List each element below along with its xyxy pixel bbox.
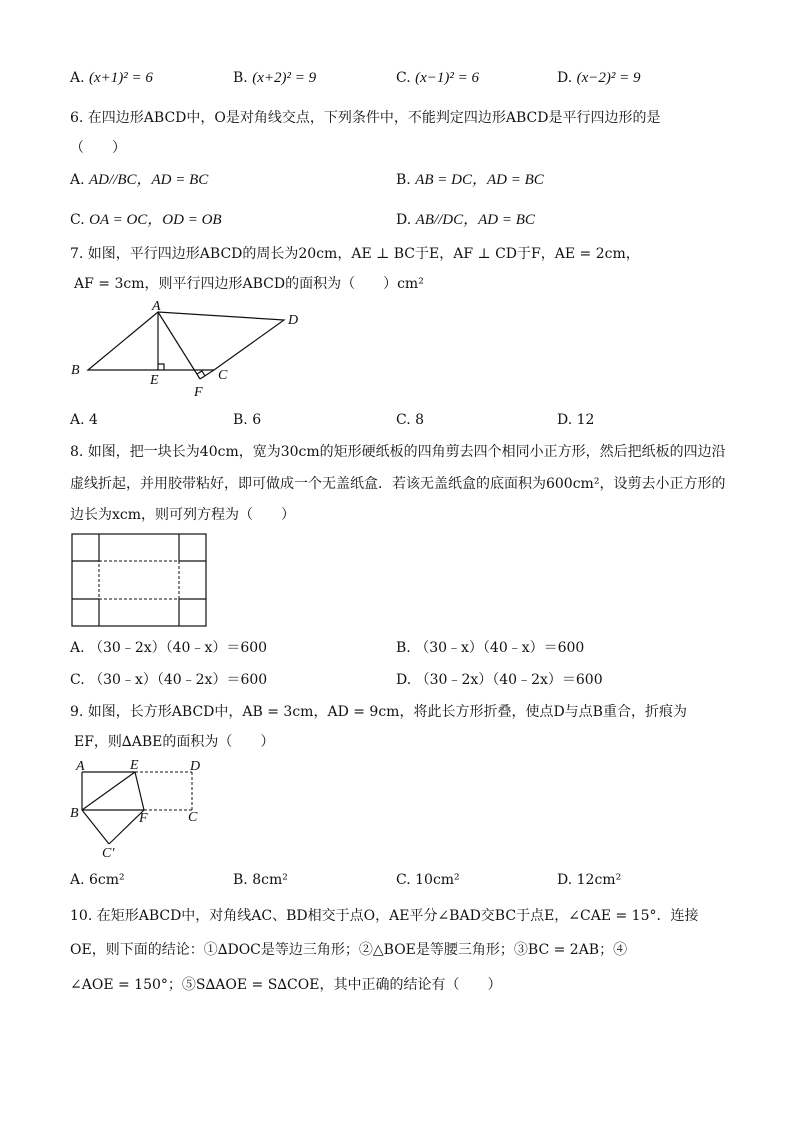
q5-option-c[interactable] — [396, 68, 479, 88]
option-label: D. — [557, 872, 573, 888]
q9-option-a[interactable] — [70, 870, 125, 890]
parallelogram-abcd — [88, 312, 284, 370]
q7-option-a[interactable] — [70, 410, 98, 430]
q8-stem-line2: 虚线折起，并用胶带粘好，即可做成一个无盖纸盒．若该无盖纸盒的底面积为600cm²，设剪去小正方形的 — [70, 476, 726, 492]
q6-option-a[interactable] — [70, 170, 208, 190]
option-label: C. — [70, 212, 85, 228]
q7-stem-line1: 7. 如图，平行四边形ABCD的周长为20cm，AE ⊥ BC于E，AF ⊥ CD于F，AE = 2cm， — [70, 246, 640, 262]
q5-option-d[interactable] — [557, 68, 641, 88]
option-expr: AB = DC，AD = BC — [415, 172, 544, 188]
option-expr: 6cm² — [89, 872, 125, 888]
q7-option-d[interactable] — [557, 410, 594, 430]
option-label: B. — [396, 640, 411, 656]
q9-option-d[interactable] — [557, 870, 621, 890]
q8-cardboard-figure — [70, 532, 210, 630]
label-e: E — [130, 758, 139, 773]
q7-option-b[interactable] — [233, 410, 261, 430]
q9-stem-line2: EF，则∆ABE的面积为（ ） — [74, 734, 275, 750]
label-e: E — [150, 373, 159, 388]
q9-option-b[interactable] — [233, 870, 288, 890]
option-expr: （30﹣2x）（40﹣2x）＝600 — [415, 672, 603, 688]
option-expr: 6 — [252, 412, 262, 428]
option-label: B. — [233, 70, 248, 86]
option-expr: OA = OC，OD = OB — [89, 212, 222, 228]
option-label: A. — [70, 872, 85, 888]
q6-stem: 6. 在四边形ABCD中，O是对角线交点，下列条件中，不能判定四边形ABCD是平行四边形的是 — [70, 110, 661, 126]
label-d: D — [190, 759, 201, 774]
label-d: D — [288, 313, 299, 328]
option-expr: (x−2)² = 9 — [576, 70, 641, 86]
q7-stem-line2: AF = 3cm，则平行四边形ABCD的面积为（ ）cm² — [74, 276, 424, 292]
option-expr: 8cm² — [252, 872, 288, 888]
option-label: A. — [70, 412, 85, 428]
fold-line-dashed — [99, 561, 179, 599]
q8-option-d[interactable] — [396, 670, 603, 690]
option-label: D. — [396, 672, 412, 688]
q8-option-a[interactable] — [70, 638, 267, 658]
option-label: C. — [396, 412, 411, 428]
option-label: C. — [396, 872, 411, 888]
option-expr: (x+1)² = 6 — [89, 70, 153, 86]
option-expr: AD//BC，AD = BC — [89, 172, 209, 188]
cardboard-outline — [72, 534, 206, 626]
label-c: C — [218, 368, 228, 383]
option-expr: 12cm² — [576, 872, 622, 888]
q8-option-b[interactable] — [396, 638, 584, 658]
label-b: B — [70, 806, 79, 821]
q9-option-c[interactable] — [396, 870, 460, 890]
option-label: A. — [70, 640, 85, 656]
fold-ef — [135, 772, 144, 810]
q8-option-c[interactable] — [70, 670, 267, 690]
label-c-prime: C′ — [102, 846, 115, 861]
q10-stem-line1: 10. 在矩形ABCD中，对角线AC、BD相交于点O，AE平分∠BAD交BC于点E，∠CAE = 15°．连接 — [70, 908, 699, 924]
label-b: B — [71, 363, 80, 378]
right-angle-mark-e — [158, 364, 164, 370]
q10-stem-line2: OE，则下面的结论：①∆DOC是等边三角形；②△BOE是等腰三角形；③BC = 2AB；④ — [70, 942, 628, 958]
option-expr: AB//DC，AD = BC — [415, 212, 535, 228]
option-expr: （30﹣x）（40﹣x）＝600 — [415, 640, 585, 656]
q7-parallelogram-figure — [66, 300, 316, 405]
option-expr: 12 — [576, 412, 595, 428]
option-expr: （30﹣x）（40﹣2x）＝600 — [89, 672, 268, 688]
option-label: C. — [70, 672, 85, 688]
option-label: D. — [557, 70, 573, 86]
option-expr: (x−1)² = 6 — [415, 70, 480, 86]
option-expr: 8 — [415, 412, 425, 428]
option-expr: (x+2)² = 9 — [252, 70, 317, 86]
q9-stem-line1: 9. 如图，长方形ABCD中，AB = 3cm，AD = 9cm，将此长方形折叠，使点D与点B重合，折痕为 — [70, 704, 687, 720]
option-expr: 4 — [89, 412, 98, 428]
option-expr: （30﹣2x）（40﹣x）＝600 — [89, 640, 268, 656]
q7-option-c[interactable] — [396, 410, 424, 430]
label-f: F — [194, 385, 203, 400]
label-a: A — [76, 759, 85, 774]
q6-option-b[interactable] — [396, 170, 544, 190]
option-label: D. — [557, 412, 573, 428]
option-label: B. — [233, 412, 248, 428]
segment-be — [82, 772, 135, 810]
label-f: F — [139, 811, 148, 826]
option-label: B. — [396, 172, 411, 188]
q8-stem-line1: 8. 如图，把一块长为40cm，宽为30cm的矩形硬纸板的四角剪去四个相同小正方形，然后把纸板的四边沿 — [70, 444, 726, 460]
option-label: D. — [396, 212, 412, 228]
q9-fold-figure — [66, 754, 216, 862]
option-label: A. — [70, 172, 85, 188]
label-c: C — [188, 810, 198, 825]
q5-option-a[interactable] — [70, 68, 153, 88]
label-a: A — [152, 300, 161, 314]
q10-stem-line3: ∠AOE = 150°；⑤S∆AOE = S∆COE，其中正确的结论有（ ） — [70, 977, 502, 993]
option-expr: 10cm² — [415, 872, 460, 888]
q8-stem-line3: 边长为xcm，则可列方程为（ ） — [70, 507, 296, 523]
q6-option-c[interactable] — [70, 210, 222, 230]
option-label: C. — [396, 70, 411, 86]
segment-bc1 — [82, 810, 109, 844]
q6-option-d[interactable] — [396, 210, 535, 230]
q6-bracket: （ ） — [70, 140, 126, 156]
q5-option-b[interactable] — [233, 68, 316, 88]
option-label: B. — [233, 872, 248, 888]
option-label: A. — [70, 70, 85, 86]
